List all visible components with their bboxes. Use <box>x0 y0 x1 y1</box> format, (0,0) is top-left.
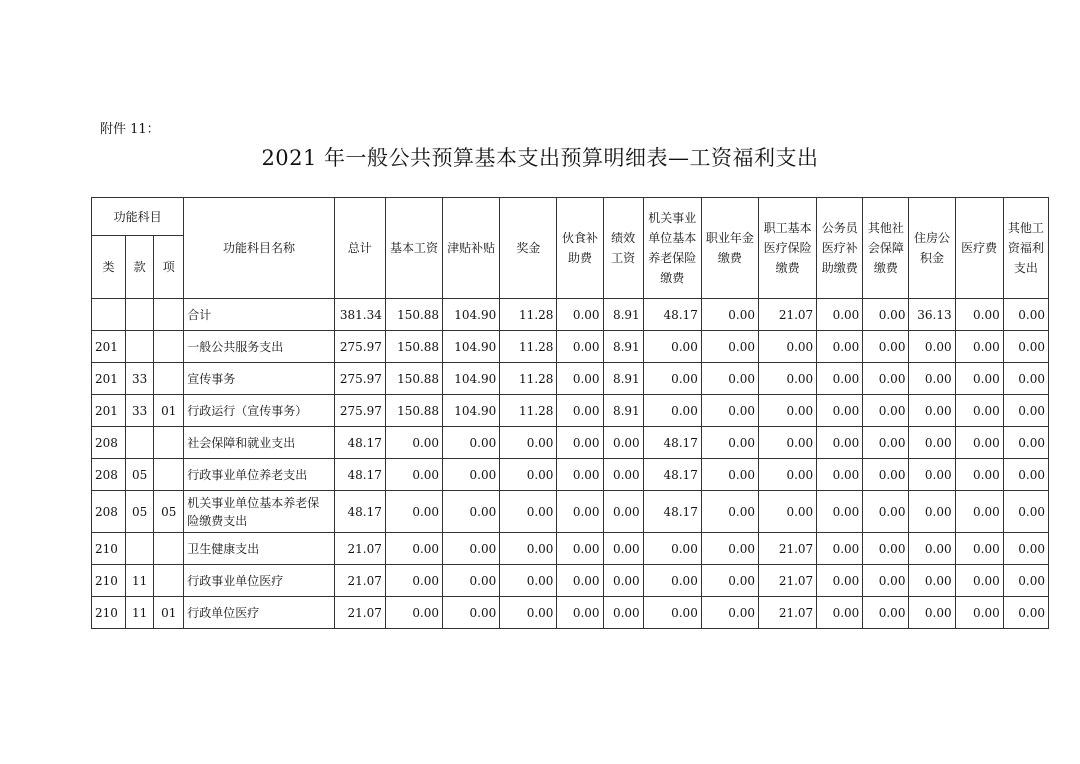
cell-value: 0.00 <box>863 597 909 629</box>
cell-value: 0.00 <box>863 459 909 491</box>
cell-name: 机关事业单位基本养老保险缴费支出 <box>184 491 334 533</box>
header-bonus: 奖金 <box>500 198 557 299</box>
cell-value: 0.00 <box>701 395 758 427</box>
cell-value: 0.00 <box>909 363 955 395</box>
cell-value: 150.88 <box>385 299 442 331</box>
cell-value: 0.00 <box>817 597 863 629</box>
cell-value: 11.28 <box>500 331 557 363</box>
cell-value: 0.00 <box>701 299 758 331</box>
header-allowance: 津贴补贴 <box>443 198 500 299</box>
cell-value: 0.00 <box>1003 459 1048 491</box>
attachment-label: 附件 11： <box>100 122 160 137</box>
cell-value: 0.00 <box>500 491 557 533</box>
header-performance: 绩效工资 <box>603 198 643 299</box>
cell-value: 0.00 <box>1003 331 1048 363</box>
header-annuity: 职业年金缴费 <box>701 198 758 299</box>
cell-value: 0.00 <box>701 363 758 395</box>
cell-value: 0.00 <box>603 533 643 565</box>
cell-value: 0.00 <box>955 331 1003 363</box>
header-pension: 机关事业单位基本养老保险缴费 <box>643 198 701 299</box>
cell-value: 0.00 <box>443 427 500 459</box>
cell-value: 275.97 <box>334 395 385 427</box>
cell-xiang <box>154 565 184 597</box>
cell-value: 21.07 <box>334 533 385 565</box>
header-function-group: 功能科目 <box>92 198 184 236</box>
cell-kuan <box>126 331 154 363</box>
cell-kuan: 33 <box>126 363 154 395</box>
cell-value: 48.17 <box>643 299 701 331</box>
cell-value: 150.88 <box>385 331 442 363</box>
cell-value: 0.00 <box>1003 597 1048 629</box>
cell-value: 0.00 <box>909 533 955 565</box>
cell-kuan <box>126 533 154 565</box>
cell-lei: 210 <box>92 533 126 565</box>
cell-value: 0.00 <box>643 533 701 565</box>
cell-value: 104.90 <box>443 363 500 395</box>
cell-value: 0.00 <box>500 459 557 491</box>
cell-value: 0.00 <box>385 491 442 533</box>
cell-value: 0.00 <box>909 565 955 597</box>
cell-value: 0.00 <box>909 597 955 629</box>
cell-xiang <box>154 459 184 491</box>
cell-value: 21.07 <box>759 299 817 331</box>
cell-value: 0.00 <box>863 491 909 533</box>
cell-value: 0.00 <box>1003 395 1048 427</box>
cell-value: 0.00 <box>955 427 1003 459</box>
table-row <box>92 331 1049 363</box>
cell-xiang <box>154 331 184 363</box>
cell-value: 0.00 <box>1003 363 1048 395</box>
cell-kuan: 11 <box>126 597 154 629</box>
cell-value: 0.00 <box>443 459 500 491</box>
cell-value: 48.17 <box>643 459 701 491</box>
cell-value: 0.00 <box>817 459 863 491</box>
cell-value: 0.00 <box>909 491 955 533</box>
cell-value: 21.07 <box>759 533 817 565</box>
cell-value: 0.00 <box>863 395 909 427</box>
cell-value: 0.00 <box>557 459 603 491</box>
cell-value: 0.00 <box>1003 427 1048 459</box>
cell-value: 0.00 <box>817 427 863 459</box>
cell-value: 0.00 <box>701 459 758 491</box>
cell-value: 0.00 <box>759 459 817 491</box>
header-total: 总计 <box>334 198 385 299</box>
cell-lei: 201 <box>92 331 126 363</box>
header-med-fee: 医疗费 <box>955 198 1003 299</box>
header-civil-medical: 公务员医疗补助缴费 <box>817 198 863 299</box>
cell-value: 0.00 <box>557 565 603 597</box>
cell-value: 0.00 <box>701 533 758 565</box>
cell-lei: 208 <box>92 459 126 491</box>
cell-value: 0.00 <box>1003 299 1048 331</box>
cell-lei: 208 <box>92 491 126 533</box>
cell-value: 8.91 <box>603 395 643 427</box>
cell-kuan <box>126 299 154 331</box>
cell-lei <box>92 299 126 331</box>
table-row <box>92 491 1049 533</box>
cell-value: 0.00 <box>385 533 442 565</box>
cell-value: 0.00 <box>557 491 603 533</box>
cell-value: 0.00 <box>863 299 909 331</box>
cell-value: 0.00 <box>955 533 1003 565</box>
table-row <box>92 299 1049 331</box>
cell-lei: 208 <box>92 427 126 459</box>
cell-value: 0.00 <box>909 395 955 427</box>
cell-value: 0.00 <box>817 565 863 597</box>
cell-value: 104.90 <box>443 299 500 331</box>
header-name: 功能科目名称 <box>184 198 334 299</box>
cell-value: 0.00 <box>701 597 758 629</box>
cell-lei: 210 <box>92 597 126 629</box>
cell-value: 0.00 <box>955 597 1003 629</box>
cell-value: 0.00 <box>385 459 442 491</box>
cell-value: 0.00 <box>385 427 442 459</box>
cell-value: 11.28 <box>500 299 557 331</box>
cell-kuan <box>126 427 154 459</box>
cell-name: 一般公共服务支出 <box>184 331 334 363</box>
cell-value: 0.00 <box>909 459 955 491</box>
header-medical: 职工基本医疗保险缴费 <box>759 198 817 299</box>
cell-value: 0.00 <box>863 427 909 459</box>
header-xiang: 项 <box>154 236 184 299</box>
cell-value: 0.00 <box>603 491 643 533</box>
cell-value: 0.00 <box>863 363 909 395</box>
cell-value: 0.00 <box>955 363 1003 395</box>
cell-name: 行政单位医疗 <box>184 597 334 629</box>
cell-value: 0.00 <box>759 363 817 395</box>
cell-value: 0.00 <box>863 533 909 565</box>
cell-value: 0.00 <box>1003 565 1048 597</box>
cell-value: 0.00 <box>443 491 500 533</box>
header-housing: 住房公积金 <box>909 198 955 299</box>
cell-name: 合计 <box>184 299 334 331</box>
header-kuan: 款 <box>126 236 154 299</box>
cell-value: 0.00 <box>863 565 909 597</box>
cell-value: 275.97 <box>334 363 385 395</box>
cell-value: 21.07 <box>334 597 385 629</box>
cell-value: 0.00 <box>603 459 643 491</box>
cell-value: 0.00 <box>817 363 863 395</box>
cell-value: 48.17 <box>643 491 701 533</box>
cell-value: 0.00 <box>443 597 500 629</box>
cell-value: 381.34 <box>334 299 385 331</box>
page-title: 2021 年一般公共预算基本支出预算明细表—工资福利支出 <box>261 146 819 170</box>
cell-value: 150.88 <box>385 363 442 395</box>
cell-value: 0.00 <box>557 427 603 459</box>
header-basic-salary: 基本工资 <box>385 198 442 299</box>
cell-value: 0.00 <box>817 395 863 427</box>
cell-value: 0.00 <box>955 395 1003 427</box>
budget-table <box>91 197 1049 629</box>
table-row <box>92 533 1049 565</box>
table-row <box>92 565 1049 597</box>
cell-value: 0.00 <box>955 565 1003 597</box>
cell-value: 104.90 <box>443 331 500 363</box>
cell-value: 0.00 <box>1003 491 1048 533</box>
cell-value: 8.91 <box>603 299 643 331</box>
cell-value: 0.00 <box>909 427 955 459</box>
cell-name: 行政运行（宣传事务） <box>184 395 334 427</box>
cell-value: 0.00 <box>557 299 603 331</box>
cell-value: 0.00 <box>643 331 701 363</box>
cell-value: 0.00 <box>701 427 758 459</box>
cell-value: 0.00 <box>909 331 955 363</box>
table-body <box>92 299 1049 629</box>
cell-value: 21.07 <box>334 565 385 597</box>
cell-value: 0.00 <box>955 459 1003 491</box>
cell-value: 0.00 <box>557 331 603 363</box>
cell-value: 0.00 <box>759 491 817 533</box>
cell-value: 0.00 <box>385 565 442 597</box>
cell-value: 0.00 <box>557 363 603 395</box>
cell-value: 0.00 <box>603 427 643 459</box>
cell-value: 0.00 <box>955 491 1003 533</box>
cell-value: 104.90 <box>443 395 500 427</box>
cell-name: 行政事业单位医疗 <box>184 565 334 597</box>
cell-value: 0.00 <box>1003 533 1048 565</box>
cell-value: 8.91 <box>603 331 643 363</box>
cell-value: 0.00 <box>701 565 758 597</box>
table-row <box>92 395 1049 427</box>
cell-value: 0.00 <box>443 533 500 565</box>
cell-value: 0.00 <box>701 491 758 533</box>
cell-value: 0.00 <box>643 395 701 427</box>
cell-value: 36.13 <box>909 299 955 331</box>
cell-value: 48.17 <box>334 491 385 533</box>
cell-value: 0.00 <box>557 533 603 565</box>
header-other-social: 其他社会保障缴费 <box>863 198 909 299</box>
cell-value: 0.00 <box>557 395 603 427</box>
cell-name: 社会保障和就业支出 <box>184 427 334 459</box>
cell-value: 0.00 <box>643 363 701 395</box>
table-row <box>92 459 1049 491</box>
cell-value: 0.00 <box>443 565 500 597</box>
cell-value: 0.00 <box>500 427 557 459</box>
cell-kuan: 33 <box>126 395 154 427</box>
cell-value: 0.00 <box>557 597 603 629</box>
cell-lei: 201 <box>92 363 126 395</box>
cell-value: 0.00 <box>817 533 863 565</box>
cell-value: 0.00 <box>759 395 817 427</box>
cell-value: 0.00 <box>759 331 817 363</box>
cell-name: 宣传事务 <box>184 363 334 395</box>
cell-value: 48.17 <box>334 427 385 459</box>
cell-value: 8.91 <box>603 363 643 395</box>
cell-value: 0.00 <box>759 427 817 459</box>
cell-value: 0.00 <box>817 331 863 363</box>
cell-value: 11.28 <box>500 395 557 427</box>
cell-value: 275.97 <box>334 331 385 363</box>
cell-value: 0.00 <box>863 331 909 363</box>
cell-xiang <box>154 533 184 565</box>
cell-value: 0.00 <box>817 491 863 533</box>
cell-name: 卫生健康支出 <box>184 533 334 565</box>
cell-value: 0.00 <box>500 533 557 565</box>
cell-kuan: 11 <box>126 565 154 597</box>
cell-value: 150.88 <box>385 395 442 427</box>
cell-xiang: 05 <box>154 491 184 533</box>
cell-value: 0.00 <box>603 565 643 597</box>
cell-lei: 201 <box>92 395 126 427</box>
table-row <box>92 363 1049 395</box>
cell-value: 0.00 <box>500 565 557 597</box>
cell-xiang <box>154 427 184 459</box>
cell-lei: 210 <box>92 565 126 597</box>
cell-value: 0.00 <box>603 597 643 629</box>
cell-kuan: 05 <box>126 459 154 491</box>
cell-value: 48.17 <box>643 427 701 459</box>
cell-value: 0.00 <box>817 299 863 331</box>
cell-value: 0.00 <box>643 597 701 629</box>
cell-value: 0.00 <box>385 597 442 629</box>
cell-xiang: 01 <box>154 395 184 427</box>
cell-value: 0.00 <box>643 565 701 597</box>
cell-xiang: 01 <box>154 597 184 629</box>
cell-value: 48.17 <box>334 459 385 491</box>
table-row <box>92 597 1049 629</box>
cell-value: 21.07 <box>759 565 817 597</box>
cell-xiang <box>154 299 184 331</box>
cell-kuan: 05 <box>126 491 154 533</box>
header-lei: 类 <box>92 236 126 299</box>
cell-value: 11.28 <box>500 363 557 395</box>
header-meal: 伙食补助费 <box>557 198 603 299</box>
table-row <box>92 427 1049 459</box>
cell-name: 行政事业单位养老支出 <box>184 459 334 491</box>
cell-xiang <box>154 363 184 395</box>
cell-value: 0.00 <box>701 331 758 363</box>
cell-value: 0.00 <box>500 597 557 629</box>
header-other-welfare: 其他工资福利支出 <box>1003 198 1048 299</box>
cell-value: 0.00 <box>955 299 1003 331</box>
cell-value: 21.07 <box>759 597 817 629</box>
